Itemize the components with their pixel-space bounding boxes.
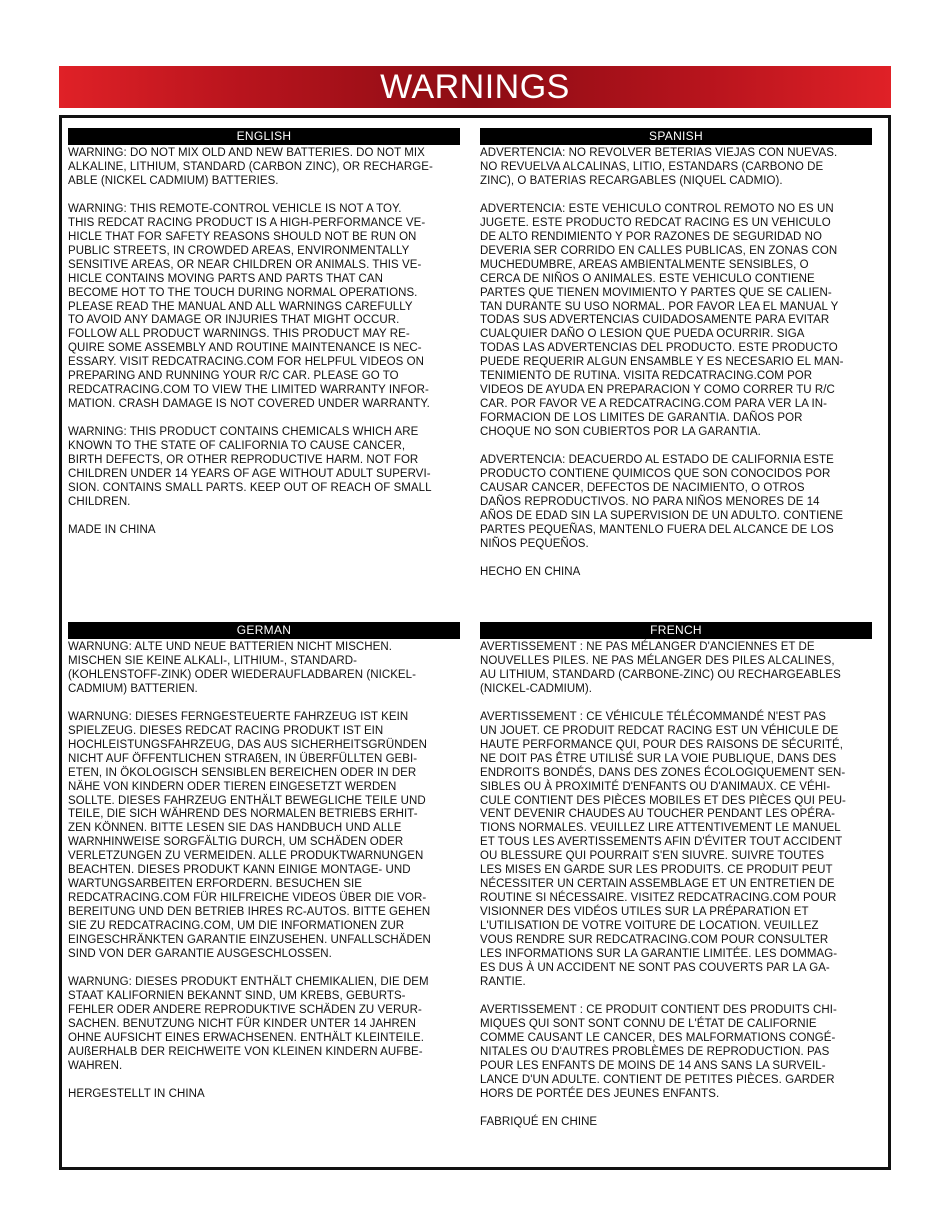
spanish-heading: SPANISH — [480, 128, 872, 145]
english-section — [68, 128, 460, 552]
page-title: WARNINGS — [380, 67, 570, 106]
warnings-banner — [59, 66, 891, 108]
english-made-in: MADE IN CHINA — [68, 523, 156, 536]
spanish-battery-warning: ADVERTENCIA: NO REVOLVER BETERIAS VIEJAS CON NUEVAS. NO REVUELVA ALCALINAS, LITIO, ESTANDARS (CARBONO DE ZINC), O BATERIAS RECARGABLES (NIQUEL CADMIO). — [480, 147, 838, 187]
french-chemical-warning: AVERTISSEMENT : CE PRODUIT CONTIENT DES PRODUITS CHI- MIQUES QUI SONT SONT CONNU DE L'ÉTAT DE CALIFORNIE COMME CAUSANT LE CANCER, DES MALFORMATIONS CONGÉ- NITALES OU D'AUTRES PROBLÈMES DE REPRODUCTION. PAS POUR LES ENFANTS DE MOINS DE 14 ANS SANS LA SURVEIL- LANCE D'UN ADULTE. CONTIENT DE PETITES PIÈCES. GARDER HORS DE PORTÉE DES JEUNES ENFANTS. — [480, 1003, 837, 1100]
german-heading: GERMAN — [68, 622, 460, 639]
spanish-chemical-warning: ADVERTENCIA: DEACUERDO AL ESTADO DE CALIFORNIA ESTE PRODUCTO CONTIENE QUIMICOS QUE SON CONOCIDOS POR CAUSAR CANCER, DEFECTOS DE NACIMIENTO, O OTROS DAÑOS REPRODUCTIVOS. NO PARA NIÑOS MENORES DE 14 AÑOS DE EDAD SIN LA SUPERVISION DE UN ADULTO. CONTIENE PARTES PEQUEÑAS, MANTENLO FUERA DEL ALCANCE DE LOS NIÑOS PEQUEÑOS. — [480, 454, 844, 550]
english-battery-warning: WARNING: DO NOT MIX OLD AND NEW BATTERIES. DO NOT MIX ALKALINE, LITHIUM, STANDARD (CARBON ZINC), OR RECHARGE- ABLE (NICKEL CADMIUM) BATTERIES. — [68, 147, 433, 187]
german-made-in: HERGESTELLT IN CHINA — [68, 1087, 205, 1100]
spanish-vehicle-warning: ADVERTENCIA: ESTE VEHICULO CONTROL REMOTO NO ES UN JUGETE. ESTE PRODUCTO REDCAT RACING ES UN VEHICULO DE ALTO RENDIMIENTO Y POR RAZONES DE SEGURIDAD NO DEVERIA SER CORRIDO EN CALLES PUBLICAS, EN ZONAS CON MUCHEDUMBRE, AREAS AMBIENTALMENTE SENSIBLES, O CERCA DE NIÑOS O ANIMALES. ESTE VEHICULO CONTIENE PARTES QUE TIENEN MOVIMIENTO Y PARTES QUE SE CALIEN- TAN DURANTE SU USO NORMAL. POR FAVOR LEA EL MANUAL Y TODAS SUS ADVERTENCIAS CUIDADOSAMENTE PARA EVITAR CUALQUIER DAÑO O LESION QUE PUEDA OCURRIR. SIGA TODAS LAS ADVERTENCIAS DEL PRODUCTO. ESTE PRODUCTO PUEDE REQUERIR ALGUN ENSAMBLE Y ES NECESARIO EL MAN- TENIMIENTO DE RUTINA. VISITA REDCATRACING.COM POR VIDEOS DE AYUDA EN PREPARACION Y COMO CORRER TU R/C CAR. POR FAVOR VE A REDCATRACING.COM PARA VER LA IN- FORMACION DE LOS LIMITES DE GARANTIA. DAÑOS POR CHOQUE NO SON CUBIERTOS POR LA GARANTIA. — [480, 202, 844, 439]
english-chemical-warning: WARNING: THIS PRODUCT CONTAINS CHEMICALS WHICH ARE KNOWN TO THE STATE OF CALIFORNIA TO CAUSE CANCER, BIRTH DEFECTS, OR OTHER REPRODUCTIVE HARM. NOT FOR CHILDREN UNDER 14 YEARS OF AGE WITHOUT ADULT SUPERVI- SION. CONTAINS SMALL PARTS. KEEP OUT OF REACH OF SMALL CHILDREN. — [68, 426, 432, 508]
german-chemical-warning: WARNUNG: DIESES PRODUKT ENTHÄLT CHEMIKALIEN, DIE DEM STAAT KALIFORNIEN BEKANNT SIND, UM KREBS, GEBURTS- FEHLER ODER ANDERE REPRODUKTIVE SCHÄDEN ZU VERUR- SACHEN. BENUTZUNG NICHT FÜR KINDER UNTER 14 JAHREN OHNE AUFSICHT EINES ERWACHSENEN. ENTHÄLT KLEINTEILE. AUßERHALB DER REICHWEITE VON KLEINEN KINDERN AUFBE- WAHREN. — [68, 975, 429, 1072]
french-made-in: FABRIQUÉ EN CHINE — [480, 1115, 598, 1128]
french-battery-warning: AVERTISSEMENT : NE PAS MÉLANGER D'ANCIENNES ET DE NOUVELLES PILES. NE PAS MÉLANGER DES PILES ALCALINES, AU LITHIUM, STANDARD (CARBONE-ZINC) OU RECHARGEABLES (NICKEL-CADMIUM). — [480, 641, 841, 695]
english-heading: ENGLISH — [68, 128, 460, 145]
french-vehicle-warning: AVERTISSEMENT : CE VÉHICULE TÉLÉCOMMANDÉ N'EST PAS UN JOUET. CE PRODUIT REDCAT RACING EST UN VÉHICULE DE HAUTE PERFORMANCE QUI, POUR DES RAISONS DE SÉCURITÉ, NE DOIT PAS ÊTRE UTILISÉ SUR LA VOIE PUBLIQUE, DANS DES ENDROITS BONDÉS, DANS DES ZONES ÉCOLOGIQUEMENT SEN- SIBLES OU À PROXIMITÉ D'ENFANTS OU D'ANIMAUX. CE VÉHI- CULE CONTIENT DES PIÈCES MOBILES ET DES PIÈCES QUI PEU- VENT DEVENIR CHAUDES AU TOUCHER PENDANT LES OPÉRA- TIONS NORMALES. VEUILLEZ LIRE ATTENTIVEMENT LE MANUEL ET TOUS LES AVERTISSEMENTS AFIN D'ÉVITER TOUT ACCIDENT OU BLESSURE QUI POURRAIT S'EN SIUVRE. SUIVRE TOUTES LES MISES EN GARDE SUR LES PRODUITS. CE PRODUIT PEUT NÉCESSITER UN CERTAIN ASSEMBLAGE ET UN ENTRETIEN DE ROUTINE SI NÉCESSAIRE. VISITEZ REDCATRACING.COM POUR VISIONNER DES VIDÉOS UTILES SUR LA PRÉPARATION ET L'UTILISATION DE VOTRE VOITURE DE LOCATION. VEUILLEZ VOUS RENDRE SUR REDCATRACING.COM POUR CONSULTER LES INFORMATIONS SUR LA GARANTIE LIMITÉE. LES DOMMAG- ES DUS À UN ACCIDENT NE SONT PAS COUVERTS PAR LA GA- RANTIE. — [480, 710, 846, 988]
german-battery-warning: WARNUNG: ALTE UND NEUE BATTERIEN NICHT MISCHEN. MISCHEN SIE KEINE ALKALI-, LITHIUM-, STANDARD- (KOHLENSTOFF-ZINK) ODER WIEDERAUFLADBAREN (NICKEL- CADMIUM) BATTERIEN. — [68, 641, 416, 695]
french-heading: FRENCH — [480, 622, 872, 639]
german-section — [68, 622, 460, 1116]
english-vehicle-warning: WARNING: THIS REMOTE-CONTROL VEHICLE IS NOT A TOY. THIS REDCAT RACING PRODUCT IS A HIGH-PERFORMANCE VE- HICLE THAT FOR SAFETY REASONS SHOULD NOT BE RUN ON PUBLIC STREETS, IN CROWDED AREAS, ENVIRONMENTALLY SENSITIVE AREAS, OR NEAR CHILDREN OR ANIMALS. THIS VE- HICLE CONTAINS MOVING PARTS AND PARTS THAT CAN BECOME HOT TO THE TOUCH DURING NORMAL OPERATIONS. PLEASE READ THE MANUAL AND ALL WARNINGS CAREFULLY TO AVOID ANY DAMAGE OR INJURIES THAT MIGHT OCCUR. FOLLOW ALL PRODUCT WARNINGS. THIS PRODUCT MAY RE- QUIRE SOME ASSEMBLY AND ROUTINE MAINTENANCE IS NEC- ESSARY. VISIT REDCATRACING.COM FOR HELPFUL VIDEOS ON PREPARING AND RUNNING YOUR R/C CAR. PLEASE GO TO REDCATRACING.COM TO VIEW THE LIMITED WARRANTY INFOR- MATION. CRASH DAMAGE IS NOT COVERED UNDER WARRANTY. — [68, 202, 430, 411]
french-section — [480, 622, 872, 1144]
spanish-made-in: HECHO EN CHINA — [480, 565, 581, 578]
german-vehicle-warning: WARNUNG: DIESES FERNGESTEUERTE FAHRZEUG IST KEIN SPIELZEUG. DIESES REDCAT RACING PRODUKT IST EIN HOCHLEISTUNGSFAHRZEUG, DAS AUS SICHERHEITSGRÜNDEN NICHT AUF ÖFFENTLICHEN STRAßEN, IN ÜBERFÜLLTEN GEBI- ETEN, IN ÖKOLOGISCH SENSIBLEN BEREICHEN ODER IN DER NÄHE VON KINDERN ODER TIEREN EINGESETZT WERDEN SOLLTE. DIESES FAHRZEUG ENTHÄLT BEWEGLICHE TEILE UND TEILE, DIE SICH WÄHREND DES NORMALEN BETRIEBS ERHIT- ZEN KÖNNEN. BITTE LESEN SIE DAS HANDBUCH UND ALLE WARNHINWEISE SORGFÄLTIG DURCH, UM SCHÄDEN ODER VERLETZUNGEN ZU VERMEIDEN. ALLE PRODUKTWARNUNGEN BEACHTEN. DIESES PRODUKT KANN EINIGE MONTAGE- UND WARTUNGSARBEITEN ERFORDERN. BESUCHEN SIE REDCATRACING.COM FÜR HILFREICHE VIDEOS ÜBER DIE VOR- BEREITUNG UND DEN BETRIEB IHRES RC-AUTOS. BITTE GEHEN SIE ZU REDCATRACING.COM, UM DIE INFORMATIONEN ZUR EINGESCHRÄNKTEN GARANTIE EINZUSEHEN. UNFALLSCHÄDEN SIND VON DER GARANTIE AUSGESCHLOSSEN. — [68, 710, 431, 961]
spanish-section — [480, 128, 872, 594]
